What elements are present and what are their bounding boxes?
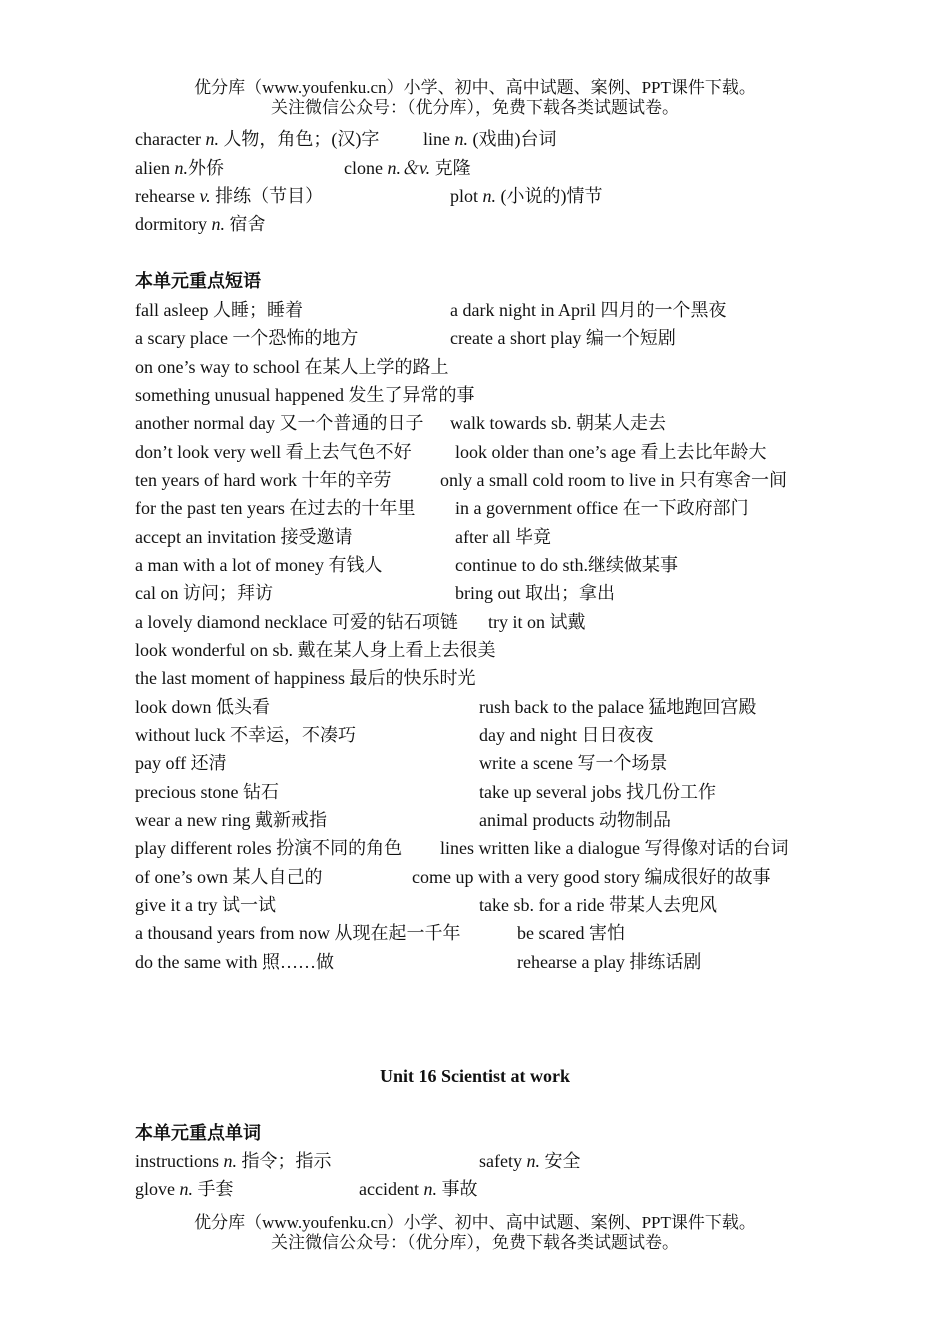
phrase: accept an invitation 接受邀请 [135,527,353,547]
phrase-row [135,752,668,774]
vocab-meaning: 手套 [193,1179,234,1199]
phrase-row [135,497,749,519]
phrase: write a scene 写一个场景 [479,753,668,773]
phrase-row [135,611,586,633]
phrase: without luck 不幸运，不凑巧 [135,725,356,745]
phrase: after all 毕竟 [455,527,551,547]
phrase-row [135,894,717,916]
phrase: a man with a lot of money 有钱人 [135,555,383,575]
phrase: look older than one’s age 看上去比年龄大 [455,442,767,462]
phrase: rush back to the palace 猛地跑回宫殿 [479,697,757,717]
phrase-row [135,809,671,831]
phrase: on one’s way to school 在某人上学的路上 [135,357,449,377]
vocab-pos: n. [423,1179,437,1199]
words-heading: 本单元重点单词 [135,1123,261,1143]
vocab-meaning: (小说的)情节 [496,186,603,206]
phrase: take up several jobs 找几份工作 [479,782,716,802]
phrase-row [135,469,787,491]
vocab-row [135,128,557,150]
phrase-row [135,837,789,859]
phrase: a dark night in April 四月的一个黑夜 [450,300,727,320]
phrase-row [135,526,551,548]
phrase-row [135,582,615,604]
vocab-word: alien [135,158,175,178]
phrase-row [135,384,474,406]
vocab-pos: n. [205,129,219,149]
phrase: ten years of hard work 十年的辛劳 [135,470,392,490]
phrase: take sb. for a ride 带某人去兜风 [479,895,717,915]
phrase: of one’s own 某人自己的 [135,867,323,887]
vocab-meaning: 克隆 [430,158,471,178]
vocab-meaning: 排练（节目） [210,186,324,206]
phrase: precious stone 钻石 [135,782,279,802]
vocab-meaning: 指令；指示 [237,1151,332,1171]
phrase: rehearse a play 排练话剧 [517,952,702,972]
phrase: look down 低头看 [135,697,270,717]
phrase: fall asleep 人睡；睡着 [135,300,303,320]
phrase: in a government office 在一下政府部门 [455,498,749,518]
vocab-meaning: (戏曲)台词 [468,129,557,149]
phrase: bring out 取出；拿出 [455,583,615,603]
vocab-meaning: 事故 [436,1179,478,1199]
vocab-meaning: 外侨 [187,158,224,178]
phrase: wear a new ring 戴新戒指 [135,810,327,830]
phrase: don’t look very well 看上去气色不好 [135,442,412,462]
vocab-row [135,213,266,235]
vocab-meaning: 宿舍 [225,214,266,234]
phrase-row [135,441,767,463]
phrase: something unusual happened 发生了异常的事 [135,385,475,405]
footer-line-2: 关注微信公众号：（优分库），免费下载各类试题试卷。 [271,1233,679,1252]
vocab-meaning: 安全 [539,1151,581,1171]
vocab-row [135,185,603,207]
phrase: for the past ten years 在过去的十年里 [135,498,416,518]
vocab-pos: v. [199,186,211,206]
vocab-meaning: 人物，角色；(汉)字 [218,129,380,149]
phrase-row [135,724,654,746]
unit-title: Unit 16 Scientist at work [380,1066,570,1086]
phrase-row [135,781,716,803]
phrase: continue to do sth.继续做某事 [455,555,678,575]
phrase: animal products 动物制品 [479,810,671,830]
vocab-word: dormitory [135,214,212,234]
phrase: a scary place 一个恐怖的地方 [135,328,359,348]
phrase: cal on 访问；拜访 [135,583,273,603]
vocab-word: accident [359,1179,424,1199]
phrase: look wonderful on sb. 戴在某人身上看上去很美 [135,640,496,660]
vocab-word: line [423,129,455,149]
vocab-pos: n.＆v. [387,158,431,178]
phrases-heading: 本单元重点短语 [135,271,261,291]
vocab-pos: n. [179,1179,193,1199]
vocab-pos: n. [526,1151,540,1171]
phrase-row [135,667,475,689]
phrase: be scared 害怕 [517,923,625,943]
phrase: a lovely diamond necklace 可爱的钻石项链 [135,612,458,632]
header-line-1: 优分库（www.youfenku.cn）小学、初中、高中试题、案例、PPT课件下载。 [194,78,756,97]
phrase: give it a try 试一试 [135,895,276,915]
phrase-row [135,922,625,944]
vocab-pos: n. [211,214,225,234]
vocab-word: safety [479,1151,527,1171]
vocab-pos: n. [174,158,188,178]
vocab-word: character [135,129,206,149]
vocab-word: instructions [135,1151,224,1171]
phrase: come up with a very good story 编成很好的故事 [412,867,771,887]
phrase-row [135,951,702,973]
phrase-row [135,356,448,378]
phrase-row [135,554,678,576]
phrase: walk towards sb. 朝某人走去 [450,413,666,433]
phrase: create a short play 编一个短剧 [450,328,676,348]
phrase-row [135,696,757,718]
phrase: day and night 日日夜夜 [479,725,654,745]
vocab-row [135,1178,478,1200]
phrase-row [135,412,666,434]
phrase: only a small cold room to live in 只有寒舍一间 [440,470,787,490]
phrase: do the same with 照……做 [135,952,334,972]
phrase-row [135,299,727,321]
phrase: lines written like a dialogue 写得像对话的台词 [440,838,789,858]
phrase: try it on 试戴 [488,612,586,632]
phrase: the last moment of happiness 最后的快乐时光 [135,668,476,688]
vocab-word: glove [135,1179,180,1199]
vocab-pos: n. [482,186,497,206]
vocab-row [135,1150,581,1172]
header-line-2: 关注微信公众号：（优分库），免费下载各类试题试卷。 [271,98,679,117]
vocab-row [135,157,471,179]
vocab-word: rehearse [135,186,200,206]
phrase-row [135,866,771,888]
footer-line-1: 优分库（www.youfenku.cn）小学、初中、高中试题、案例、PPT课件下载。 [194,1213,756,1232]
phrase-row [135,639,495,661]
phrase: pay off 还清 [135,753,227,773]
phrase: play different roles 扮演不同的角色 [135,838,403,858]
phrase-row [135,327,676,349]
vocab-pos: n. [454,129,468,149]
vocab-word: clone [344,158,388,178]
phrase: a thousand years from now 从现在起一千年 [135,923,461,943]
vocab-pos: n. [223,1151,237,1171]
phrase: another normal day 又一个普通的日子 [135,413,424,433]
vocab-word: plot [450,186,483,206]
